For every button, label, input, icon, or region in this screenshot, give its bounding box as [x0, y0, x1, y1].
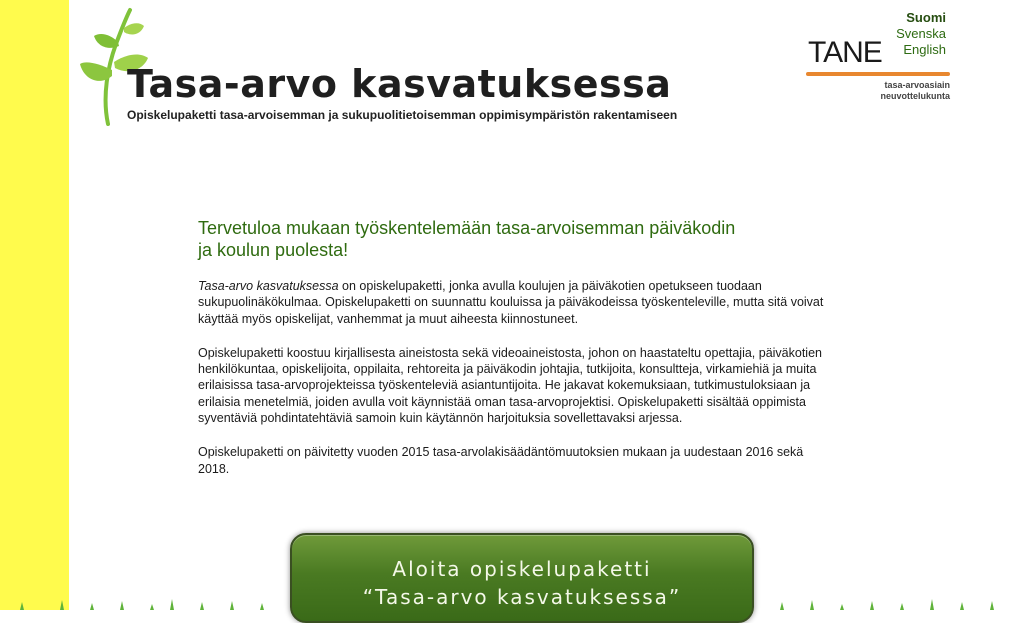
yellow-side-strip — [0, 0, 69, 610]
language-link-english[interactable]: English — [903, 42, 946, 57]
language-link-svenska[interactable]: Svenska — [896, 26, 946, 41]
welcome-heading — [198, 217, 834, 261]
welcome-heading-line-1: Tervetuloa mukaan työskentelemään tasa-arvoisemman päiväkodin — [198, 218, 736, 238]
site-subtitle: Opiskelupaketti tasa-arvoisemman ja sukupuolitietoisemman oppimisympäristön rakentamiseen — [127, 108, 678, 122]
main-content — [198, 217, 834, 495]
tane-logo-tagline-1: tasa-arvoasiain — [884, 80, 950, 90]
language-switcher — [896, 10, 946, 58]
language-link-suomi[interactable]: Suomi — [906, 10, 946, 25]
site-title: Tasa-arvo kasvatuksessa — [127, 62, 672, 106]
tane-logo-tagline-2: neuvottelukunta — [880, 91, 950, 101]
grass-decoration — [0, 596, 1024, 610]
cta-line-1: Aloita opiskelupaketti — [392, 557, 652, 581]
tane-logo-underline — [806, 72, 950, 76]
intro-paragraph — [198, 278, 834, 327]
welcome-heading-line-2: ja koulun puolesta! — [198, 240, 349, 260]
update-paragraph: Opiskelupaketti on päivitetty vuoden 2015 tasa-arvolakisäädäntömuutoksien mukaan ja uudestaan 2016 sekä 2018. — [198, 445, 804, 476]
intro-text: on opiskelupaketti, jonka avulla koulujen ja päiväkotien opetukseen tuodaan sukupuolinäkökulmaa. Opiskelupaketti on suunnattu kouluissa ja päiväkodeissa työskenteleville, mutta sitä voivat käyttää myös opiskelijat, vanhemmat ja muut aiheesta kiinnostuneet. — [198, 279, 824, 326]
tane-logo-name: TANE — [808, 36, 882, 69]
content-paragraph: Opiskelupaketti koostuu kirjallisesta aineistosta sekä videoaineistosta, johon on haastateltu opettajia, päiväkotien henkilökuntaa, opiskelijoita, oppilaita, rehtoreita ja päiväkodin johtajia, tutkijoita, konsultteja, virkamiehiä ja muita erilaisissa tasa-arvoprojekteissa työskenteleviä asiantuntijoita. He jakavat kokemuksiaan, tutkimustuloksiaan ja erilaisia menetelmiä, joiden avulla voit käynnistää oman tasa-arvoprojektisi. Opiskelupaketti sisältää oppimista syventäviä pohdintatehtäviä samoin kuin käytännön harjoituksia sovellettavaksi arjessa. — [198, 345, 822, 426]
intro-emphasis: Tasa-arvo kasvatuksessa — [198, 279, 339, 293]
cta-line-2: “Tasa-arvo kasvatuksessa” — [362, 585, 682, 609]
